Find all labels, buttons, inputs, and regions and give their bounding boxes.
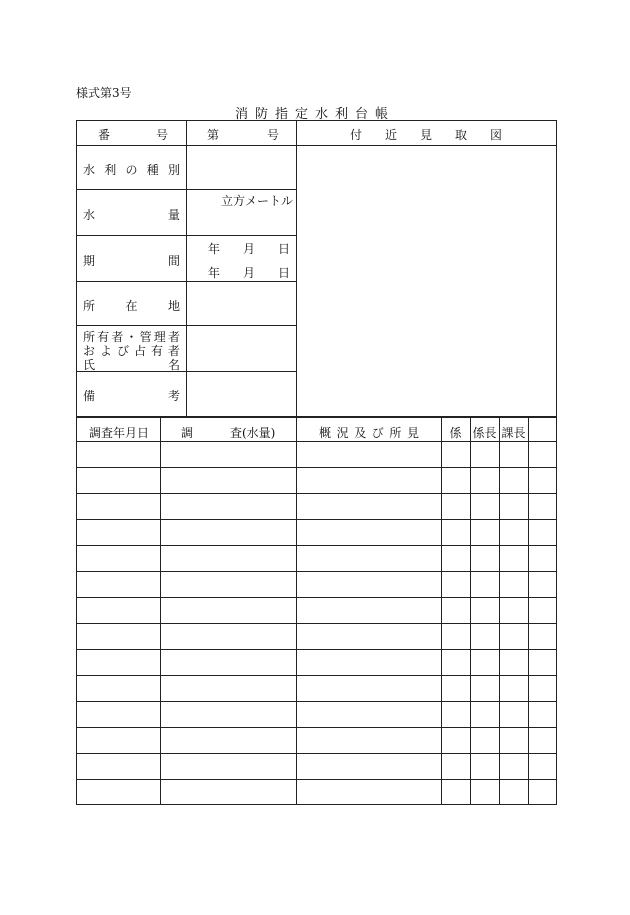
survey-col-divider <box>528 417 529 805</box>
survey-col-divider <box>296 417 297 805</box>
period-end-date: 年 月 日 <box>208 266 290 280</box>
page-title: 消防指定水利台帳 <box>234 107 395 122</box>
period-label: 期 間 <box>83 254 180 268</box>
survey-row-line <box>76 779 557 780</box>
upper-row-divider <box>76 281 296 282</box>
survey-row-line <box>76 701 557 702</box>
upper-row-divider <box>76 325 296 326</box>
upper-col-divider-1 <box>186 120 187 417</box>
survey-volume-header-1: 調 <box>181 426 194 440</box>
chief-header: 係長 <box>472 426 497 440</box>
survey-table <box>76 417 557 805</box>
form-number: 様式第3号 <box>76 86 132 100</box>
manager-header: 課長 <box>501 426 526 440</box>
survey-row-line <box>76 597 557 598</box>
vicinity-map-label: 付 近 見 取 図 <box>350 128 502 142</box>
survey-row-line <box>76 675 557 676</box>
period-start-date: 年 月 日 <box>208 242 290 256</box>
survey-col-divider <box>499 417 500 805</box>
survey-row-line <box>76 545 557 546</box>
number-value: 第 号 <box>207 128 279 142</box>
survey-volume-header-2: 査(水量) <box>230 426 276 440</box>
remarks-label: 備 考 <box>83 389 180 403</box>
owner-label-line1: 所 有 者 ・ 管 理 者 <box>83 330 180 344</box>
survey-row-line <box>76 623 557 624</box>
water-type-label: 水 利 の 種 別 <box>83 163 180 177</box>
survey-col-divider <box>160 417 161 805</box>
survey-row-line <box>76 493 557 494</box>
upper-row-divider <box>76 145 557 146</box>
owner-label-line3: 氏 名 <box>83 358 180 372</box>
staff-header: 係 <box>449 426 462 440</box>
survey-row-line <box>76 727 557 728</box>
findings-header: 概 況 及 び 所 見 <box>319 426 419 440</box>
survey-row-line <box>76 753 557 754</box>
survey-col-divider <box>441 417 442 805</box>
survey-row-line <box>76 571 557 572</box>
survey-date-header: 調査年月日 <box>89 426 150 440</box>
survey-row-line <box>76 467 557 468</box>
owner-label-line2: お よ び 占 有 者 <box>83 344 180 358</box>
upper-row-divider <box>76 235 296 236</box>
volume-unit: 立方メートル <box>221 194 294 208</box>
survey-row-line <box>76 649 557 650</box>
survey-row-line <box>76 519 557 520</box>
upper-row-divider <box>76 189 296 190</box>
water-volume-label: 水 量 <box>83 208 180 222</box>
upper-col-divider-2 <box>296 120 297 417</box>
location-label: 所 在 地 <box>83 299 180 313</box>
survey-row-line <box>76 441 557 442</box>
number-label: 番 号 <box>98 128 168 142</box>
survey-col-divider <box>470 417 471 805</box>
